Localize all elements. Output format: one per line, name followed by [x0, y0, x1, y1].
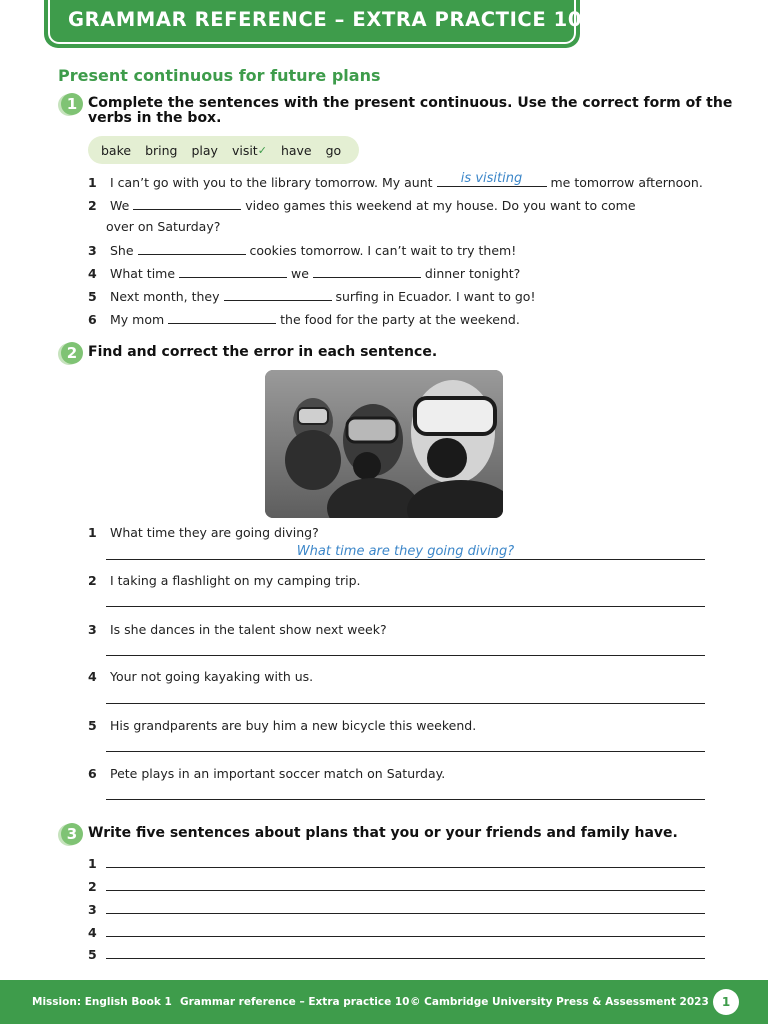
- word-visit: visit: [231, 142, 258, 158]
- item-text: We: [109, 198, 130, 213]
- word-bring: bring: [145, 142, 178, 158]
- answer-line[interactable]: [106, 655, 705, 656]
- line-number: 3: [88, 902, 97, 917]
- ex2-item-6: [88, 766, 445, 781]
- instruction-line-2: verbs in the box.: [88, 110, 222, 126]
- answer-blank[interactable]: [133, 197, 241, 210]
- item-text: My mom: [109, 312, 165, 327]
- answer-blank[interactable]: [168, 311, 276, 324]
- word-play: play: [191, 142, 218, 158]
- item-text: surfing in Ecuador. I want to go!: [335, 289, 536, 304]
- item-text: Your not going kayaking with us.: [109, 669, 314, 684]
- item-text: Pete plays in an important soccer match on Saturday.: [109, 766, 446, 781]
- item-text: the food for the party at the weekend.: [280, 312, 520, 327]
- exercise-1-badge: 1: [61, 93, 83, 115]
- item-text: video games this weekend at my house. Do you want to come: [245, 198, 636, 213]
- answer-line[interactable]: [106, 703, 705, 704]
- ex2-item-1: [88, 525, 319, 540]
- answer-blank[interactable]: [138, 242, 246, 255]
- item-number: 2: [88, 198, 97, 213]
- word-box: [88, 136, 359, 164]
- ex1-item-3: [88, 242, 516, 258]
- page-footer: [0, 980, 768, 1024]
- ex3-line-number: [88, 947, 106, 962]
- exercise-1-instruction: [88, 96, 732, 126]
- item-text: cookies tomorrow. I can’t wait to try them!: [249, 243, 517, 258]
- answer-line[interactable]: [106, 559, 705, 560]
- footer-copyright: © Cambridge University Press & Assessment 2023: [410, 996, 709, 1008]
- word-have: have: [280, 142, 312, 158]
- item-number: 2: [88, 573, 97, 588]
- section-title: Present continuous for future plans: [58, 66, 381, 85]
- ex3-line-number: [88, 902, 106, 917]
- answer-blank[interactable]: [179, 265, 287, 278]
- filled-answer: What time are they going diving?: [296, 544, 515, 559]
- item-text: Is she dances in the talent show next week?: [109, 622, 387, 637]
- writing-line[interactable]: [106, 936, 705, 937]
- item-number: 6: [88, 312, 97, 327]
- item-text: dinner tonight?: [424, 266, 521, 281]
- item-number: 4: [88, 669, 97, 684]
- ex2-item-2: [88, 573, 361, 588]
- item-number: 1: [88, 175, 97, 190]
- checkmark-icon: ✓: [257, 143, 267, 157]
- writing-line[interactable]: [106, 958, 705, 959]
- answer-line[interactable]: [106, 751, 705, 752]
- item-text: What time they are going diving?: [109, 525, 319, 540]
- footer-section: Grammar reference – Extra practice 10: [180, 996, 410, 1008]
- instruction-line-1: Complete the sentences with the present continuous. Use the correct form of the: [88, 95, 733, 111]
- exercise-2-instruction: Find and correct the error in each sentence.: [88, 344, 438, 360]
- item-text: What time: [109, 266, 176, 281]
- item-number: 3: [88, 243, 97, 258]
- ex1-item-1: [88, 171, 703, 190]
- divers-photo: [265, 370, 503, 518]
- page-number: 1: [713, 989, 739, 1015]
- exercise-2-badge: 2: [61, 342, 83, 364]
- line-number: 2: [88, 879, 97, 894]
- item-text: His grandparents are buy him a new bicycle this weekend.: [109, 718, 477, 733]
- writing-line[interactable]: [106, 913, 705, 914]
- word-go: go: [325, 142, 342, 158]
- item-text: we: [291, 266, 309, 281]
- ex2-item-3: [88, 622, 387, 637]
- item-number: 5: [88, 718, 97, 733]
- line-number: 1: [88, 856, 97, 871]
- ex1-item-4: [88, 265, 520, 281]
- writing-line[interactable]: [106, 867, 705, 868]
- ex1-item-2-continuation: over on Saturday?: [106, 219, 221, 234]
- item-text: me tomorrow afternoon.: [550, 175, 703, 190]
- ex1-item-2: [88, 197, 636, 213]
- ex2-item-4: [88, 669, 313, 684]
- ex3-line-number: [88, 879, 106, 894]
- item-number: 3: [88, 622, 97, 637]
- divers-illustration: [265, 370, 503, 518]
- item-text: I taking a flashlight on my camping trip.: [109, 573, 361, 588]
- writing-line[interactable]: [106, 890, 705, 891]
- item-number: 4: [88, 266, 97, 281]
- item-number: 1: [88, 525, 97, 540]
- ex1-item-5: [88, 288, 535, 304]
- answer-blank[interactable]: [224, 288, 332, 301]
- answer-line[interactable]: [106, 606, 705, 607]
- line-number: 4: [88, 925, 97, 940]
- ex1-item-6: [88, 311, 520, 327]
- exercise-3-instruction: Write five sentences about plans that you or your friends and family have.: [88, 825, 678, 841]
- answer-line[interactable]: [106, 799, 705, 800]
- item-text: I can’t go with you to the library tomorrow. My aunt: [109, 175, 433, 190]
- filled-answer: is visiting: [460, 171, 523, 186]
- answer-blank[interactable]: [313, 265, 421, 278]
- ex3-line-number: [88, 925, 106, 940]
- answer-blank[interactable]: [437, 171, 547, 187]
- line-number: 5: [88, 947, 97, 962]
- item-text: She: [109, 243, 134, 258]
- item-number: 6: [88, 766, 97, 781]
- ex2-item-5: [88, 718, 476, 733]
- item-number: 5: [88, 289, 97, 304]
- page-title: GRAMMAR REFERENCE – EXTRA PRACTICE 10: [68, 8, 582, 31]
- footer-book: Mission: English Book 1: [32, 996, 172, 1008]
- item-text: Next month, they: [109, 289, 220, 304]
- ex3-line-number: [88, 856, 106, 871]
- exercise-3-badge: 3: [61, 823, 83, 845]
- word-bake: bake: [101, 142, 132, 158]
- page-header-banner: [44, 0, 580, 48]
